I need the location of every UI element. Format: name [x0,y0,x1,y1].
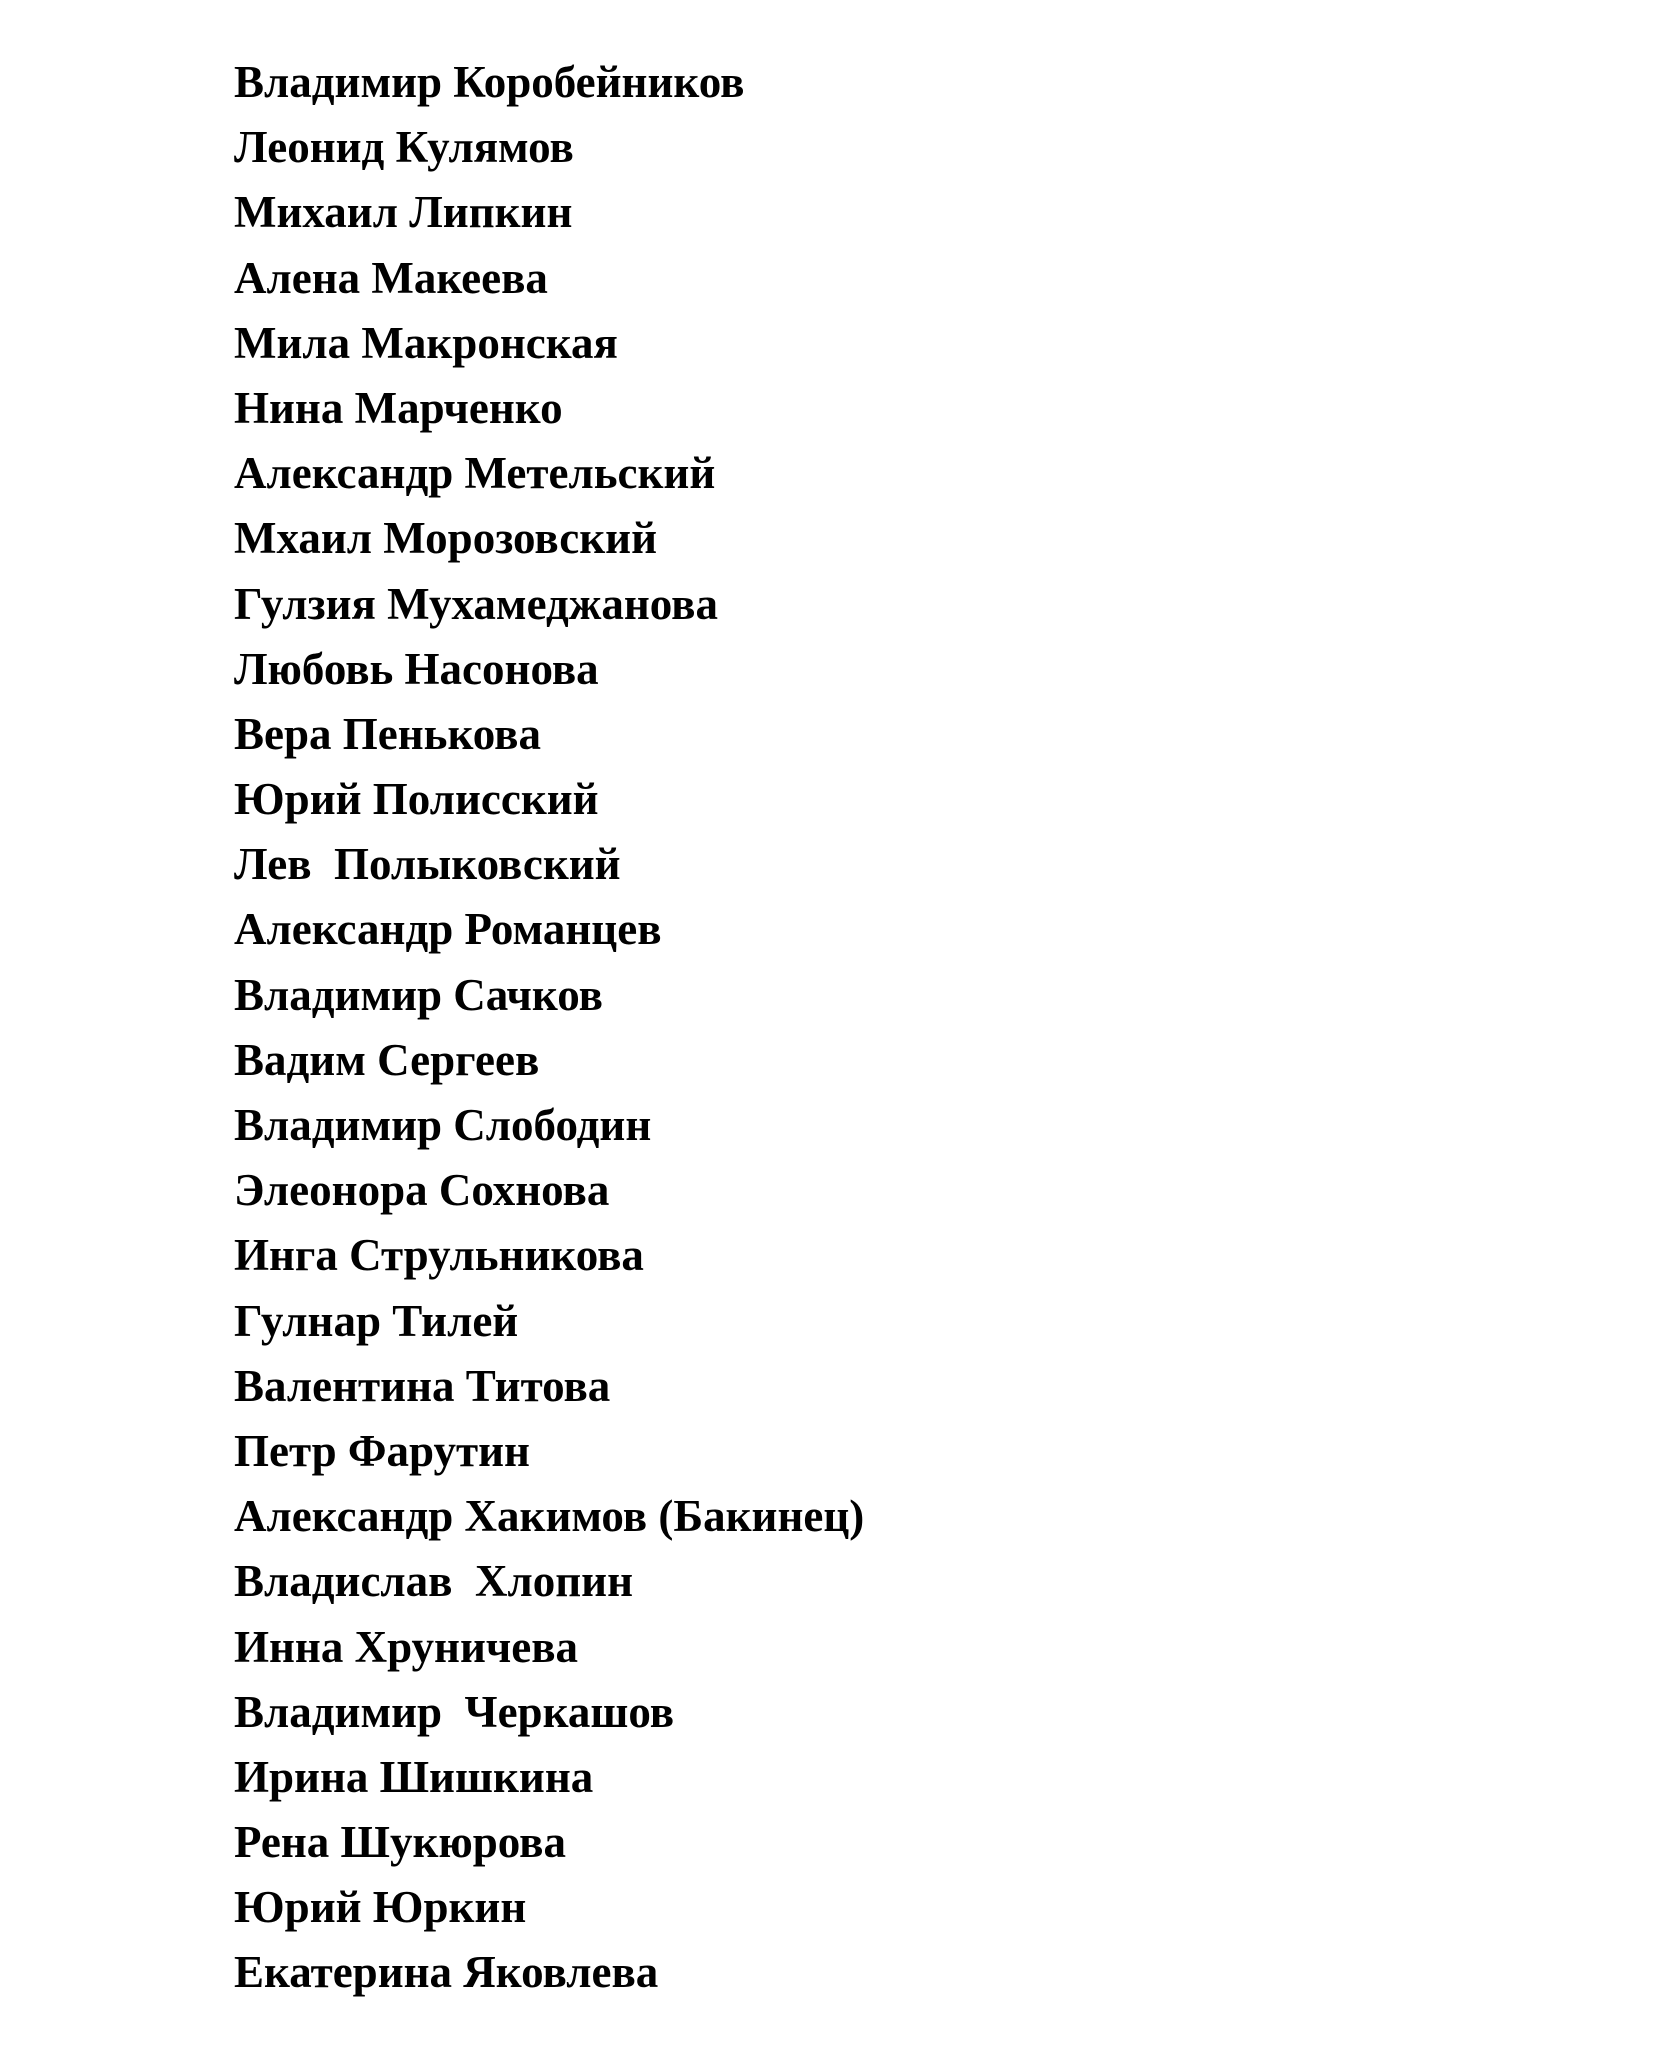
list-item: Владимир Слободин [234,1100,652,1150]
list-item: Ирина Шишкина [234,1751,594,1802]
list-item: Александр Метельский [234,448,716,499]
list-item: Гулнар Тилей [234,1295,519,1346]
list-item: Юрий Полисский [234,774,599,825]
list-item: Инга Струльникова [234,1230,644,1281]
name-list [234,50,864,2006]
list-item: Гулзия Мухамеджанова [234,578,718,629]
list-item: Владислав Хлопин [234,1556,634,1607]
list-item: Мхаил Морозовский [234,513,658,564]
list-item: Элеонора Сохнова [234,1165,610,1216]
list-item: Любовь Насонова [234,643,599,694]
list-item: Владимир Коробейников [234,57,745,107]
list-item: Инна Хруничева [234,1621,579,1672]
list-item: Александр Хакимов (Бакинец) [234,1491,865,1542]
list-item: Рена Шукюрова [234,1817,566,1868]
list-item: Леонид Кулямов [234,122,574,173]
list-item: Владимир Сачков [234,969,603,1020]
list-item: Вадим Сергеев [234,1034,540,1085]
list-item: Валентина Титова [234,1360,611,1411]
list-item: Петр Фарутин [234,1425,530,1476]
list-item: Юрий Юркин [234,1882,527,1933]
list-item: Екатерина Яковлева [234,1947,659,1998]
list-item: Мила Макронская [234,317,618,368]
list-item: Лев Полыковский [234,839,621,890]
list-item: Александр Романцев [234,904,662,955]
list-item: Владимир Черкашов [234,1686,675,1737]
list-item: Вера Пенькова [234,708,541,759]
list-item: Нина Марченко [234,382,563,433]
list-item: Алена Макеева [234,252,548,303]
list-item: Михаил Липкин [234,187,573,238]
